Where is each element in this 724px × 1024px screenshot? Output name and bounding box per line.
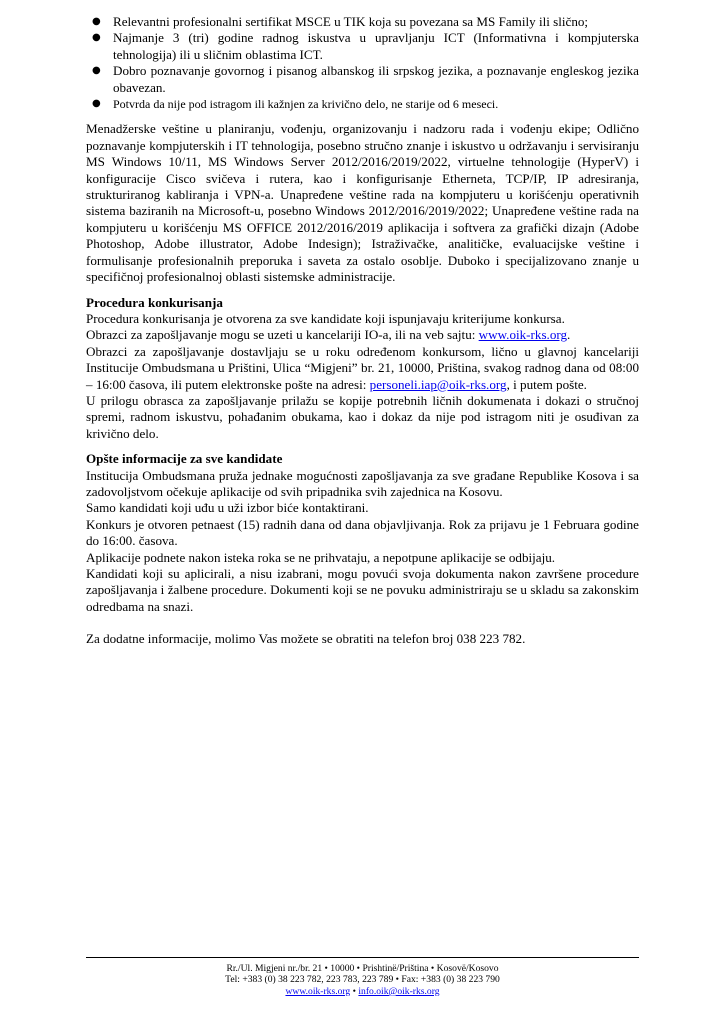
footer-divider xyxy=(86,957,639,958)
list-item: ● Dobro poznavanje govornog i pisanog albanskog ili srpskog jezika, a poznavanje engleskog jezika obavezan. xyxy=(92,63,639,95)
document-body xyxy=(86,14,639,648)
bullet-icon: ● xyxy=(92,98,101,110)
general-info-line: Samo kandidati koji uđu u uži izbor biće kontaktirani. xyxy=(86,500,369,516)
general-info-heading: Opšte informacije za sve kandidate xyxy=(86,451,283,467)
list-item: ● Potvrda da nije pod istragom ili kažnjen za krivično delo, ne starije od 6 meseci. xyxy=(92,97,499,112)
bullet-icon: ● xyxy=(92,32,101,44)
list-item: ● Relevantni profesionalni sertifikat MSCE u TIK koja su povezana sa MS Family ili slično; xyxy=(92,14,589,29)
footer-phones: Tel: +383 (0) 38 223 782, 223 783, 223 789 • Fax: +383 (0) 38 223 790 xyxy=(225,974,500,986)
procedure-line: U prilogu obrasca za zapošljavanje prilažu se kopije potrebnih ličnih dokumenata i dokazi o stručnoj spremi, radnom iskustvu, pohađanim obukama, kao i dokaz da nije pod istragom niti je osuđivan za krivično delo. xyxy=(86,392,639,441)
bullet-icon: ● xyxy=(92,65,101,77)
general-info-line: Konkurs je otvoren petnaest (15) radnih dana od dana objavljivanja. Rok za prijavu je 1 Februara godine do 16:00. časova. xyxy=(86,516,639,549)
email-link[interactable]: personeli.iap@oik-rks.org xyxy=(369,376,507,392)
page-footer xyxy=(86,963,639,997)
spacer xyxy=(86,615,639,631)
general-info-line: Institucija Ombudsmana pruža jednake mogućnosti zapošljavanja za sve građane Republike Kosova i sa zadovoljstvom očekuje aplikacije od svih pripadnika svih zajednica na Kosovu. xyxy=(86,467,639,499)
footer-email-link[interactable]: info.oik@oik-rks.org xyxy=(358,985,440,997)
requirements-list xyxy=(86,14,639,112)
procedure-section xyxy=(86,295,639,443)
procedure-line: Obrazci za zapošljavanje mogu se uzeti u kancelariji IO-a, ili na veb sajtu: www.oik-rks.org. xyxy=(86,327,571,343)
bullet-icon: ● xyxy=(92,16,101,27)
general-info-line: Aplikacije podnete nakon isteka roka se ne prihvataju, a nepotpune aplikacije se odbijaju. xyxy=(86,549,556,565)
footer-links: www.oik-rks.org • info.oik@oik-rks.org xyxy=(285,985,440,997)
general-info-line: Kandidati koji su aplicirali, a nisu izabrani, mogu povući svoja dokumenta nakon završene procedure zapošljavanja i žalbene procedure. Dokumenti koji se ne povuku administriraju se u skladu sa zakonskim odredbama na snazi. xyxy=(86,566,639,614)
procedure-line: Procedura konkurisanja je otvorena za sve kandidate koji ispunjavaju kriterijume konkursa. xyxy=(86,310,565,326)
website-link[interactable]: www.oik-rks.org xyxy=(478,327,568,343)
footer-website-link[interactable]: www.oik-rks.org xyxy=(285,985,351,997)
general-info-section xyxy=(86,451,639,615)
skills-paragraph: Menadžerske veštine u planiranju, vođenju, organizovanju i nadzoru rada i vođenju ekipe; Odlično poznavanje kompjuterskih i IT tehnologija, posebno stručno znanje i iskustvo u održavanju i servisiranju MS Windows 10/11, MS Windows Server 2012/2016/2019/2022, virtuelne tehnologije (HyperV) i konfiguracije Cisco svičeva i rutera, kao i konfigurisanje Etherneta, TCP/IP, IP adresiranja, strukturiranog kabliranja i VPN-a. Unapređene veštine rada na kompjuteru u korišćenju operativnih sistema baziranih na Microsoft-u, posebno Windows 2012/2016/2019/2022; Unapređene veštine rada na kompjuteru u korišćenju MS OFFICE 2012/2016/2019 aplikacija i softvera za grafički dizajn (Adobe Photoshop, Adobe illustrator, Adobe Indesign); Istraživačke, analitičke, evaluacijske veštine i formulisanje profesionalnih preporuka i saveta za ostalo osoblje. Duboko i specijalizovano znanje u specifičnoj profesionalnoj oblasti sistemske administracije. xyxy=(86,121,639,285)
contact-line: Za dodatne informacije, molimo Vas možete se obratiti na telefon broj 038 223 782. xyxy=(86,631,526,647)
footer-address: Rr./Ul. Migjeni nr./br. 21 • 10000 • Prishtinë/Priština • Kosovë/Kosovo xyxy=(226,963,499,974)
procedure-line: Obrazci za zapošljavanje dostavljaju se u roku određenom konkursom, lično u glavnoj kancelariji Institucije Ombudsmana u Prištini, Ulica “Migjeni” br. 21, 10000, Priština, svakog radnog dana od 08:00 – 16:00 časova, ili putem elektronske pošte na adresi: personeli.iap@oik-rks.org, i putem pošte. xyxy=(86,343,639,392)
list-item: ● Najmanje 3 (tri) godine radnog iskustva u upravljanju ICT (Informativna i kompjuterska tehnologija) ili u sličnim oblastima ICT. xyxy=(92,30,639,62)
procedure-heading: Procedura konkurisanja xyxy=(86,294,223,310)
